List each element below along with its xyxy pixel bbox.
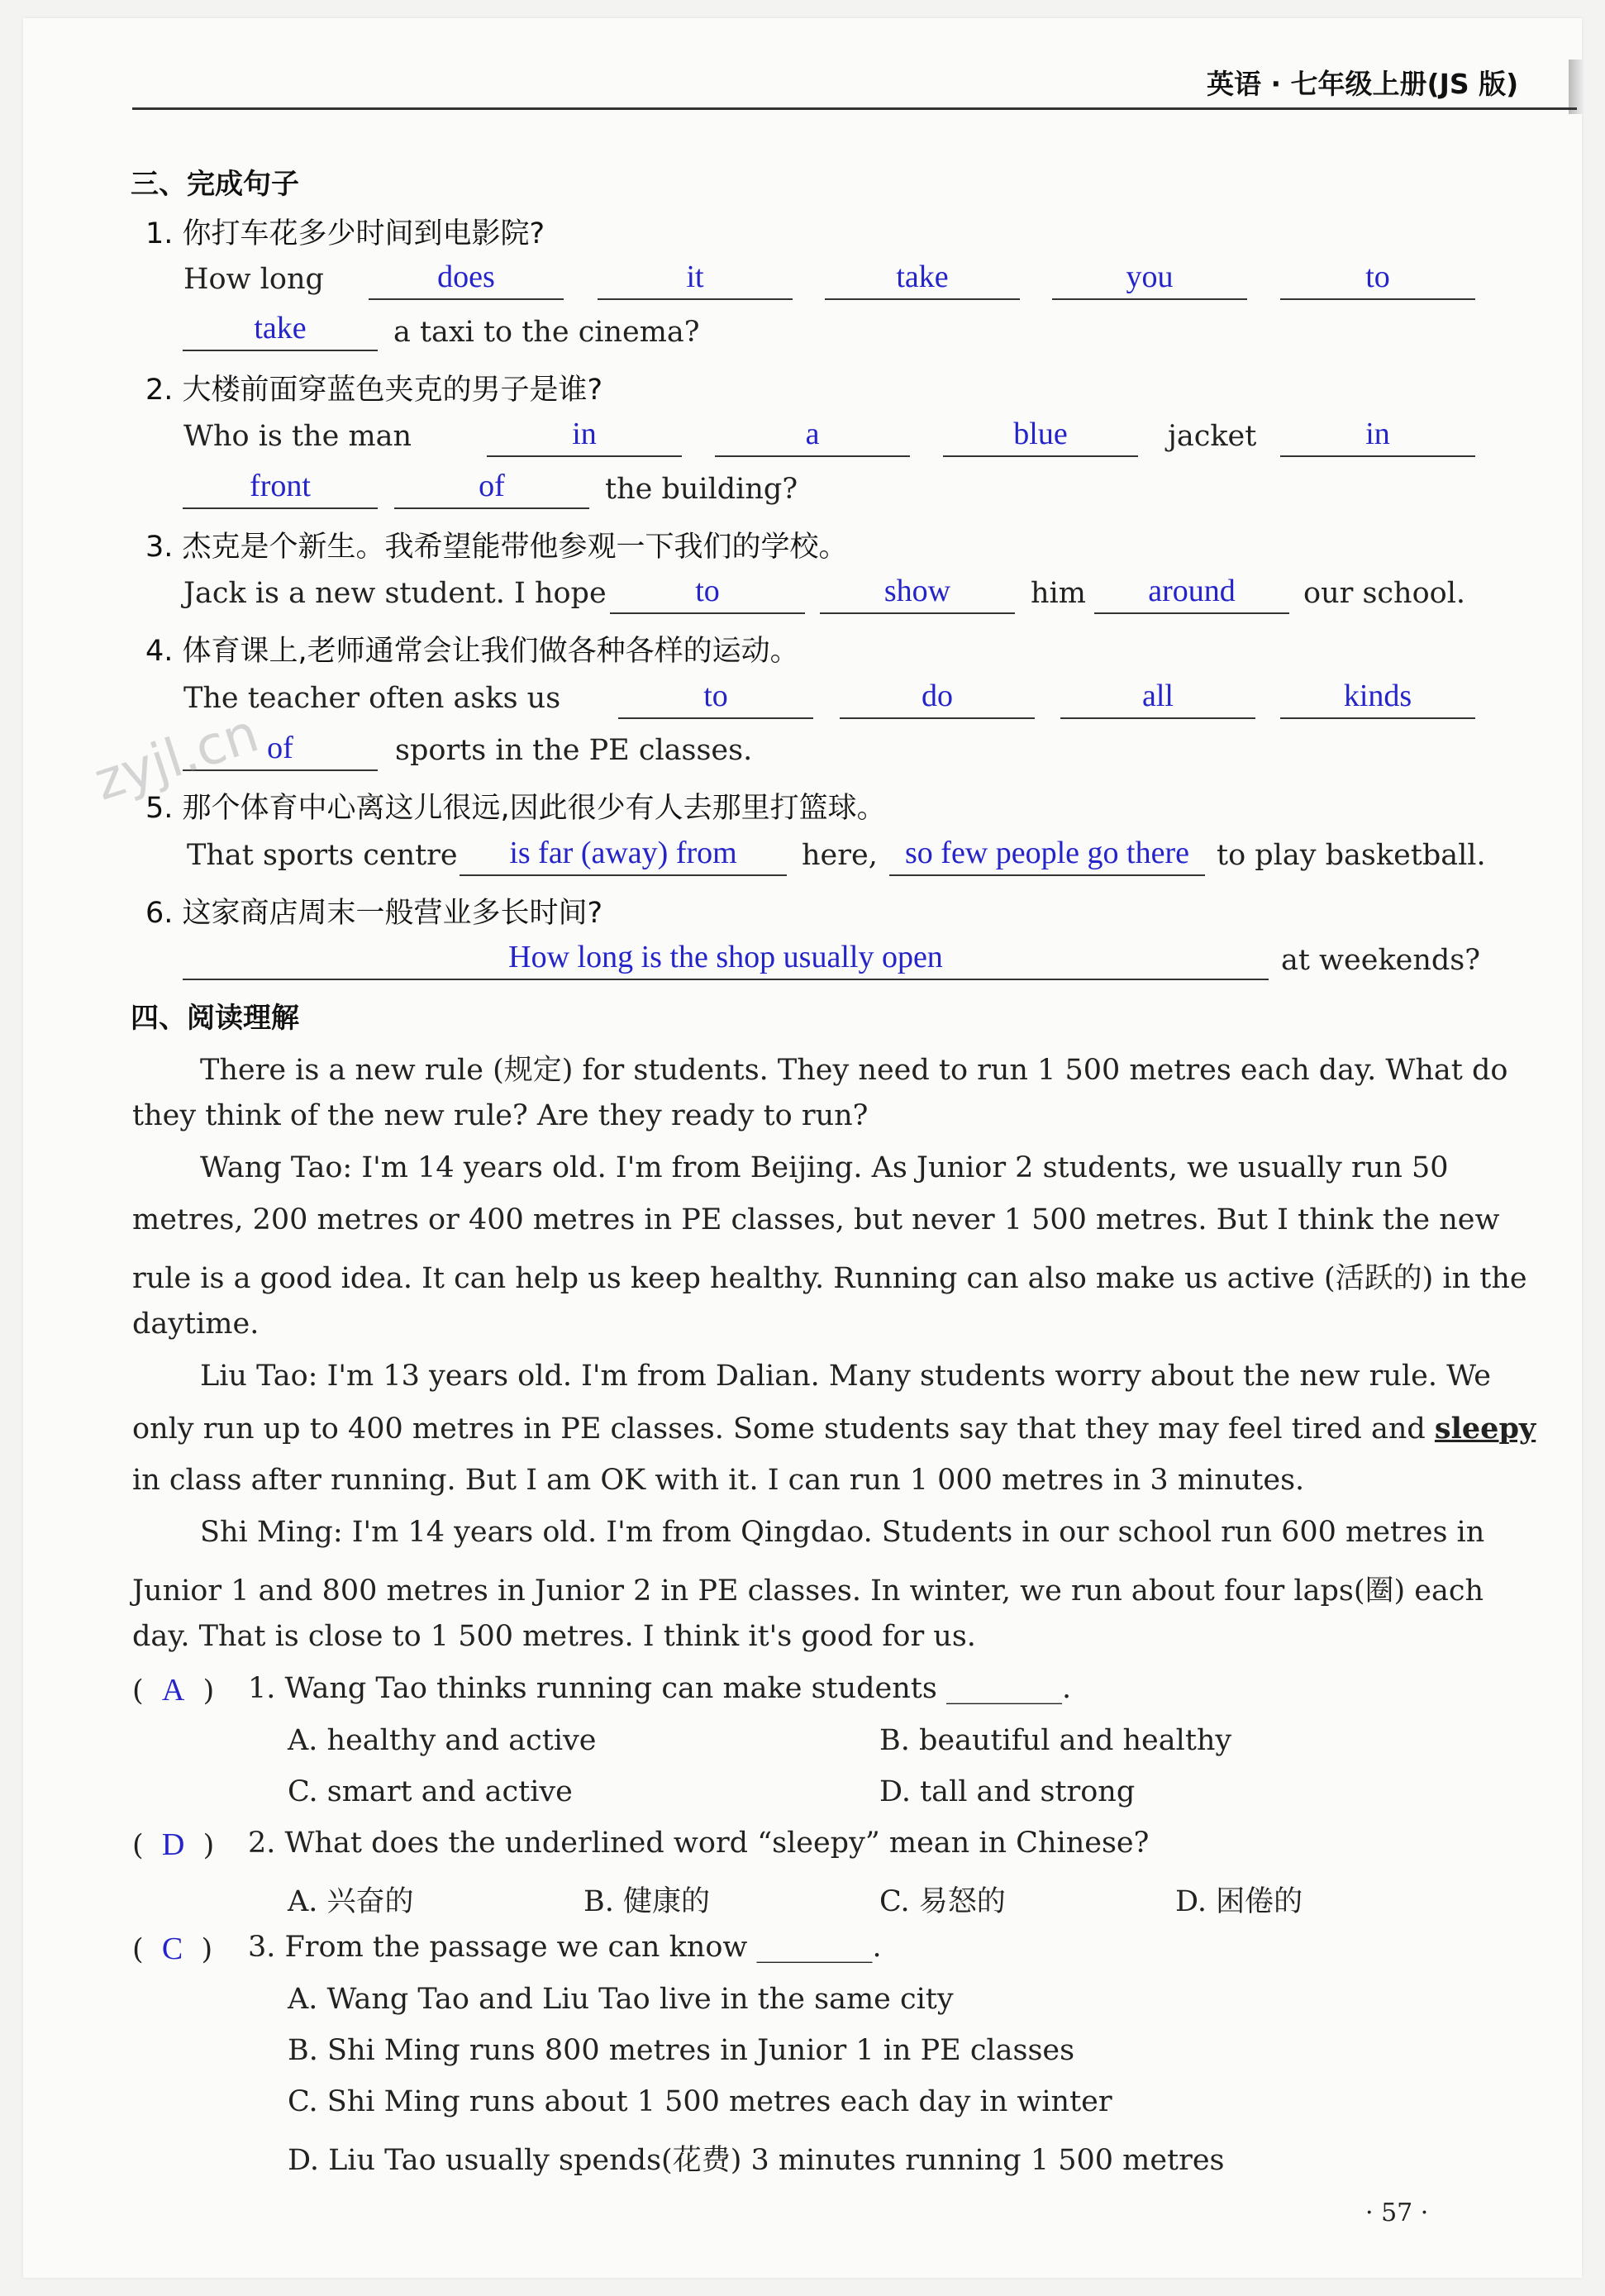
q1-chinese: 1. 你打车花多少时间到电影院? [145, 217, 545, 250]
page-header: 英语 · 七年级上册(JS 版) [1207, 68, 1519, 100]
page-number: · 57 · [1365, 2198, 1429, 2227]
q3-prefix: Jack is a new student. I hope [183, 577, 607, 610]
q5-prefix: That sports centre [187, 839, 458, 872]
site-watermark: zyjl.cn [87, 703, 266, 813]
mc1-option-a[interactable]: A. healthy and active [288, 1724, 597, 1757]
mc2-bracket: ( D ) [132, 1827, 215, 1862]
q1-blank-4[interactable]: you [1052, 259, 1247, 300]
mc3-stem: 3. From the passage we can know ________. [248, 1931, 882, 1964]
q6-chinese: 6. 这家商店周末一般营业多长时间? [145, 897, 603, 930]
passage-p1-line2: they think of the new rule? Are they ready to run? [132, 1099, 869, 1132]
mc1-option-b[interactable]: B. beautiful and healthy [879, 1724, 1232, 1757]
passage-p3-line1: Liu Tao: I'm 13 years old. I'm from Dalian. Many students worry about the new rule. We [200, 1360, 1491, 1393]
q4-blank-4[interactable]: kinds [1280, 678, 1475, 719]
q3-chinese: 3. 杰克是个新生。我希望能带他参观一下我们的学校。 [145, 531, 848, 564]
q2-blank-4[interactable]: in [1280, 416, 1475, 457]
mc2-stem: 2. What does the underlined word “sleepy” mean in Chinese? [248, 1827, 1150, 1860]
underlined-word-sleepy: sleepy [1434, 1412, 1536, 1446]
q2-blank-1[interactable]: in [487, 416, 682, 457]
q5-blank-2[interactable]: so few people go there [889, 835, 1205, 876]
q4-blank-3[interactable]: all [1060, 678, 1255, 719]
mc1-answer[interactable]: A [161, 1673, 185, 1708]
mc1-option-d[interactable]: D. tall and strong [879, 1775, 1136, 1808]
q1-suffix: a taxi to the cinema? [393, 316, 700, 349]
mc1-stem: 1. Wang Tao thinks running can make students ________. [248, 1672, 1072, 1705]
section3-heading: 三、完成句子 [131, 168, 299, 201]
q2-blank-2[interactable]: a [715, 416, 910, 457]
mc1-bracket: ( A ) [132, 1673, 215, 1708]
q5-suffix: to play basketball. [1217, 839, 1486, 872]
q5-mid: here, [802, 839, 878, 872]
q2-blank-5[interactable]: front [183, 468, 378, 509]
mc2-option-c[interactable]: C. 易怒的 [879, 1885, 1006, 1918]
passage-p2-line4: daytime. [132, 1308, 260, 1341]
q2-prefix: Who is the man [183, 420, 412, 453]
passage-p4-line3: day. That is close to 1 500 metres. I think it's good for us. [132, 1620, 976, 1653]
q4-blank-2[interactable]: do [840, 678, 1035, 719]
mc2-option-a[interactable]: A. 兴奋的 [288, 1885, 414, 1918]
q2-blank-3[interactable]: blue [943, 416, 1138, 457]
q3-suffix: our school. [1303, 577, 1466, 610]
q1-blank-3[interactable]: take [825, 259, 1020, 300]
q1-blank-5[interactable]: to [1280, 259, 1475, 300]
q3-blank-1[interactable]: to [610, 573, 805, 614]
passage-p2-line1: Wang Tao: I'm 14 years old. I'm from Beijing. As Junior 2 students, we usually run 50 [200, 1151, 1449, 1184]
mc3-answer[interactable]: C [161, 1932, 183, 1966]
q3-blank-3[interactable]: around [1094, 573, 1289, 614]
passage-p4-line1: Shi Ming: I'm 14 years old. I'm from Qingdao. Students in our school run 600 metres in [200, 1516, 1485, 1549]
q1-prefix: How long [183, 263, 324, 296]
q6-blank[interactable]: How long is the shop usually open [183, 939, 1269, 980]
mc2-option-b[interactable]: B. 健康的 [583, 1885, 710, 1918]
q5-blank-1[interactable]: is far (away) from [460, 835, 787, 876]
q5-chinese: 5. 那个体育中心离这儿很远,因此很少有人去那里打篮球。 [145, 792, 886, 825]
mc2-option-d[interactable]: D. 困倦的 [1175, 1885, 1303, 1918]
passage-p2-line2: metres, 200 metres or 400 metres in PE classes, but never 1 500 metres. But I think the new [132, 1203, 1500, 1236]
header-rule [132, 107, 1577, 110]
page-edge-tab [1569, 60, 1584, 114]
q4-blank-5[interactable]: of [183, 730, 378, 771]
q2-mid: jacket [1168, 420, 1257, 453]
passage-p4-line2: Junior 1 and 800 metres in Junior 2 in PE classes. In winter, we run about four laps(圈) each [132, 1574, 1484, 1608]
mc2-answer[interactable]: D [161, 1827, 185, 1862]
q4-suffix: sports in the PE classes. [395, 734, 753, 767]
q1-blank-2[interactable]: it [598, 259, 793, 300]
q6-suffix: at weekends? [1281, 944, 1481, 977]
q1-blank-1[interactable]: does [369, 259, 564, 300]
mc3-option-c[interactable]: C. Shi Ming runs about 1 500 metres each day in winter [288, 2085, 1112, 2118]
q1-blank-6[interactable]: take [183, 310, 378, 351]
mc3-option-a[interactable]: A. Wang Tao and Liu Tao live in the same city [288, 1983, 954, 2016]
mc3-bracket: ( C ) [132, 1932, 213, 1966]
mc3-option-d[interactable]: D. Liu Tao usually spends(花费) 3 minutes running 1 500 metres [288, 2144, 1225, 2177]
q4-prefix: The teacher often asks us [183, 682, 561, 715]
q3-blank-2[interactable]: show [820, 573, 1015, 614]
q2-suffix: the building? [605, 473, 798, 506]
section4-heading: 四、阅读理解 [131, 1002, 299, 1035]
mc3-option-b[interactable]: B. Shi Ming runs 800 metres in Junior 1 in PE classes [288, 2034, 1075, 2067]
q2-chinese: 2. 大楼前面穿蓝色夹克的男子是谁? [145, 374, 603, 407]
passage-p1-line1: There is a new rule (规定) for students. They need to run 1 500 metres each day. What do [200, 1054, 1508, 1087]
q4-blank-1[interactable]: to [618, 678, 813, 719]
passage-p3-line3: in class after running. But I am OK with it. I can run 1 000 metres in 3 minutes. [132, 1464, 1305, 1497]
q2-blank-6[interactable]: of [394, 468, 589, 509]
q3-mid: him [1031, 577, 1086, 610]
passage-p3-line2: only run up to 400 metres in PE classes. Some students say that they may feel tired and sleepy [132, 1412, 1536, 1446]
mc1-option-c[interactable]: C. smart and active [288, 1775, 573, 1808]
passage-p2-line3: rule is a good idea. It can help us keep healthy. Running can also make us active (活跃的) in the [132, 1262, 1527, 1295]
q4-chinese: 4. 体育课上,老师通常会让我们做各种各样的运动。 [145, 635, 799, 668]
